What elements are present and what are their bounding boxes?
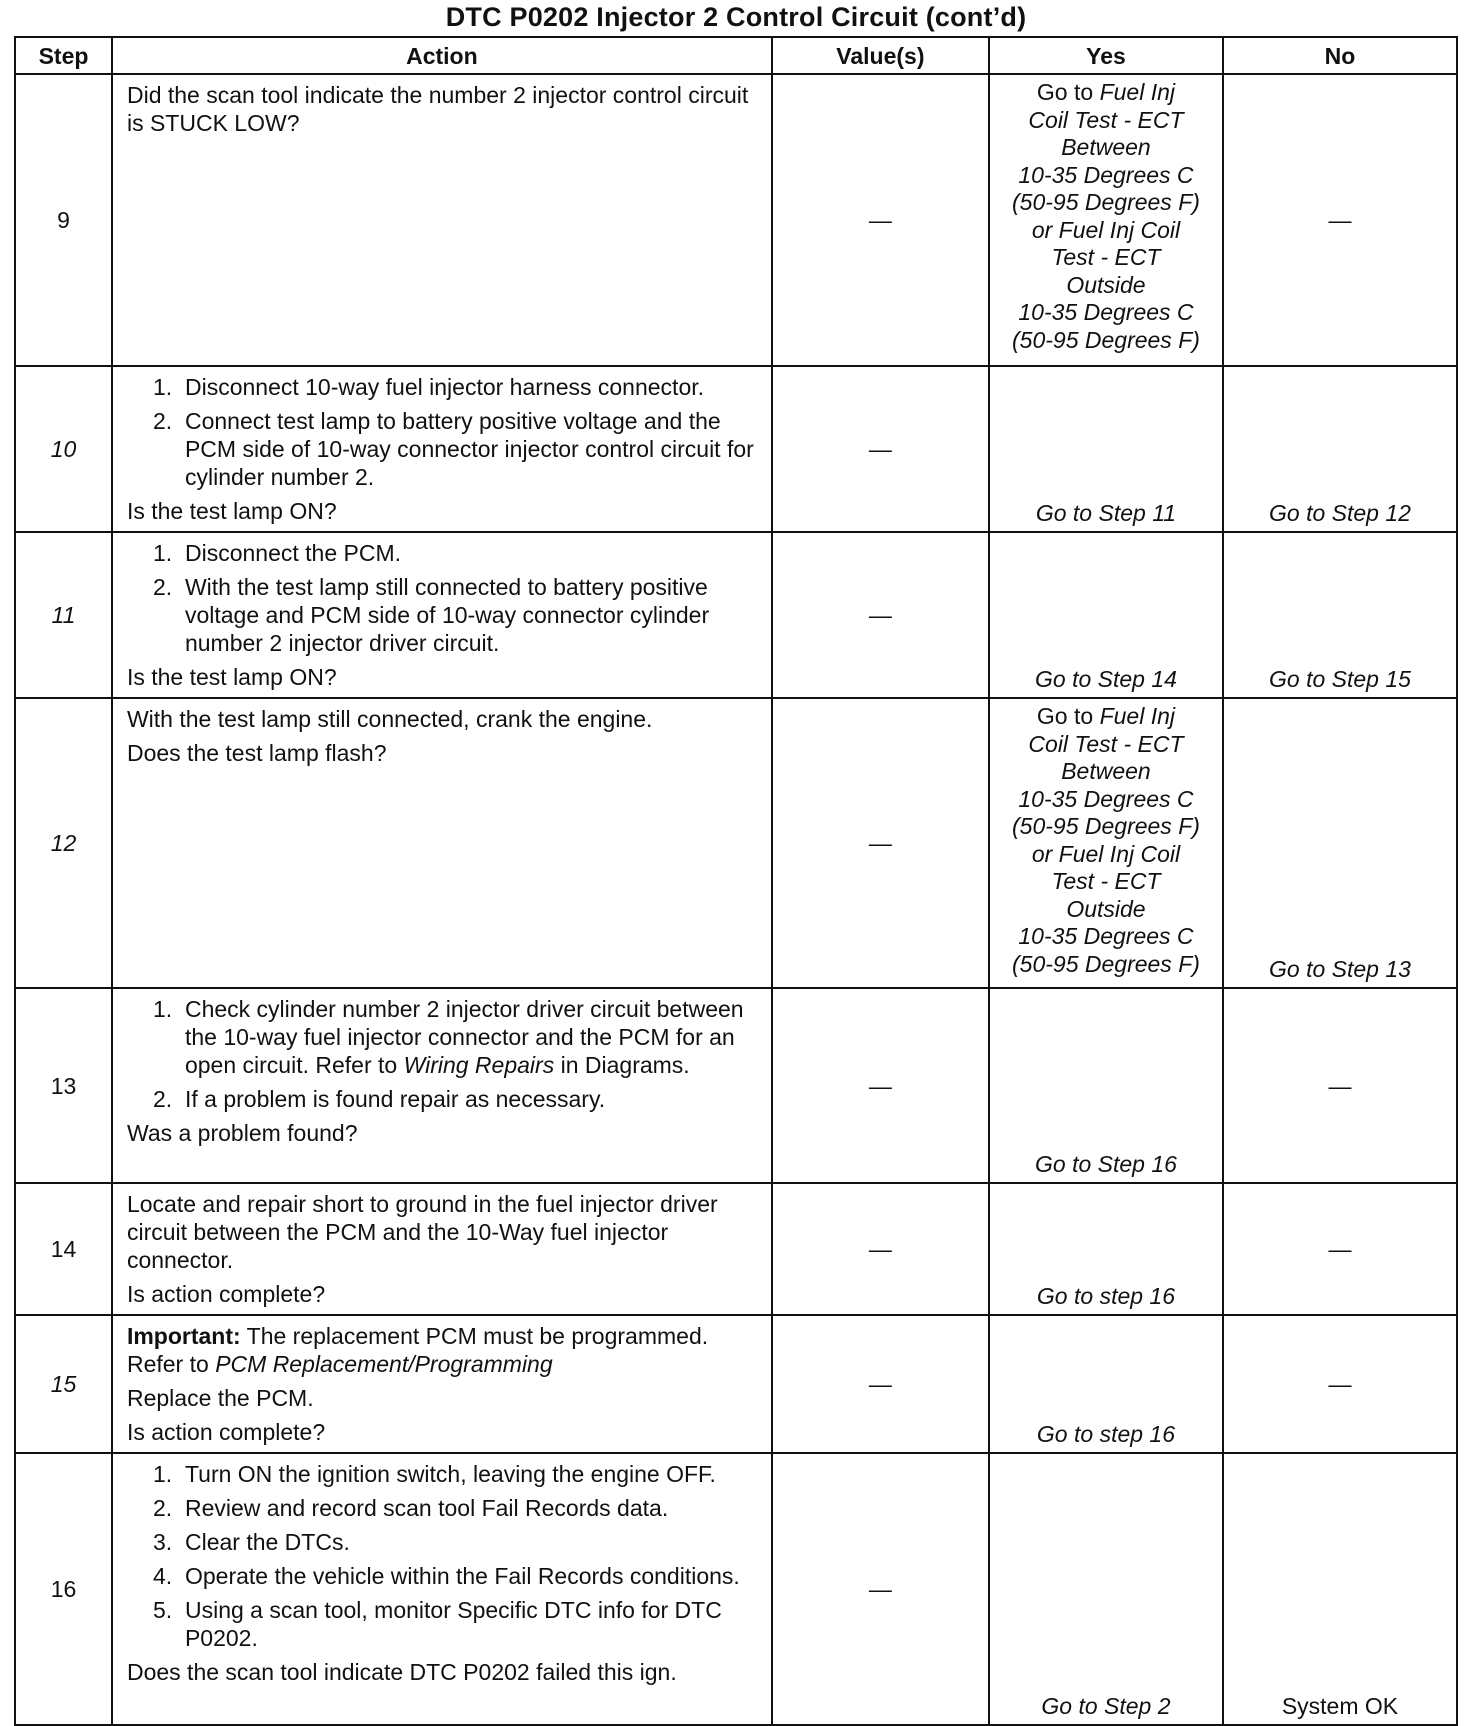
important-text: The replacement PCM must be programmed. Refer to bbox=[126, 1323, 709, 1377]
item-number: 1. bbox=[152, 996, 173, 1022]
list-item bbox=[127, 1528, 759, 1556]
yes-cell: Go to step 16 bbox=[989, 1183, 1223, 1315]
action-question: Does the test lamp flash? bbox=[126, 740, 387, 766]
list-item bbox=[127, 1494, 759, 1522]
action-cell bbox=[112, 532, 772, 698]
item-number: 2. bbox=[152, 1495, 173, 1521]
yes-line: or Fuel Inj Coil bbox=[1031, 216, 1181, 243]
yes-line: Coil Test - ECT bbox=[1028, 106, 1184, 133]
item-text: If a problem is found repair as necessary. bbox=[184, 1086, 606, 1112]
action-text: Locate and repair short to ground in the fuel injector driver circuit between the PCM and the 10-Way fuel injector connector. bbox=[126, 1191, 718, 1273]
yes-line: 10-35 Degrees C bbox=[1018, 785, 1194, 812]
no-cell: System OK bbox=[1223, 1453, 1457, 1725]
item-text: Disconnect 10-way fuel injector harness connector. bbox=[184, 374, 705, 400]
list-item bbox=[127, 573, 759, 657]
yes-line: Between bbox=[1061, 134, 1151, 160]
item-number: 2. bbox=[152, 408, 173, 434]
item-text: Check cylinder number 2 injector driver circuit between the 10-way fuel injector connector and the PCM for an open circuit. Refer to bbox=[184, 996, 744, 1078]
value-cell: — bbox=[772, 366, 989, 532]
item-text: Turn ON the ignition switch, leaving the engine OFF. bbox=[184, 1461, 716, 1487]
action-cell bbox=[112, 698, 772, 988]
table-row-step-15 bbox=[15, 1315, 1457, 1453]
item-number: 1. bbox=[152, 540, 173, 566]
action-steps bbox=[127, 1460, 759, 1652]
list-item bbox=[127, 1562, 759, 1590]
no-cell: Go to Step 15 bbox=[1223, 532, 1457, 698]
yes-cell: Go to Step 14 bbox=[989, 532, 1223, 698]
action-question: Is action complete? bbox=[126, 1281, 326, 1307]
table-row-step-16 bbox=[15, 1453, 1457, 1725]
action-text: Replace the PCM. bbox=[126, 1385, 314, 1411]
yes-cell: Go to Step 2 bbox=[989, 1453, 1223, 1725]
item-text: Using a scan tool, monitor Specific DTC info for DTC P0202. bbox=[184, 1597, 722, 1651]
header-no: No bbox=[1223, 37, 1457, 74]
wiring-repairs-ref: Wiring Repairs bbox=[403, 1052, 555, 1078]
item-text: Disconnect the PCM. bbox=[184, 540, 401, 566]
value-cell: — bbox=[772, 74, 989, 366]
list-item bbox=[127, 539, 759, 567]
yes-line: Test - ECT bbox=[1051, 244, 1161, 270]
header-values: Value(s) bbox=[772, 37, 989, 74]
dtc-table bbox=[14, 36, 1458, 1726]
yes-line: Outside bbox=[1066, 271, 1146, 298]
action-cell bbox=[112, 74, 772, 366]
pcm-programming-ref: PCM Replacement/Programming bbox=[215, 1351, 553, 1377]
fuel-inj-ref: Fuel Inj bbox=[1099, 703, 1176, 729]
header-action: Action bbox=[112, 37, 772, 74]
no-cell: — bbox=[1223, 74, 1457, 366]
value-cell: — bbox=[772, 1453, 989, 1725]
item-number: 1. bbox=[152, 1461, 173, 1487]
page-title: DTC P0202 Injector 2 Control Circuit (cont’d) bbox=[445, 2, 1027, 32]
yes-line: or Fuel Inj Coil bbox=[1031, 840, 1181, 867]
item-text: in Diagrams. bbox=[554, 1052, 690, 1078]
step-number: 13 bbox=[15, 988, 112, 1183]
list-item bbox=[127, 1596, 759, 1652]
no-cell: Go to Step 12 bbox=[1223, 366, 1457, 532]
yes-line: 10-35 Degrees C bbox=[1018, 923, 1194, 949]
yes-cell: Go to Step 11 bbox=[989, 366, 1223, 532]
header-step: Step bbox=[15, 37, 112, 74]
yes-line: Between bbox=[1061, 758, 1151, 784]
yes-cell: Go to step 16 bbox=[989, 1315, 1223, 1453]
table-row-step-12 bbox=[15, 698, 1457, 988]
no-cell: Go to Step 13 bbox=[1223, 698, 1457, 988]
value-cell: — bbox=[772, 988, 989, 1183]
table-row-step-11 bbox=[15, 532, 1457, 698]
yes-cell: Go to Step 16 bbox=[989, 988, 1223, 1183]
fuel-inj-ref: Fuel Inj bbox=[1099, 79, 1176, 105]
yes-line: Outside bbox=[1066, 895, 1146, 922]
step-number: 11 bbox=[15, 532, 112, 698]
table-row-step-14 bbox=[15, 1183, 1457, 1315]
step-number: 12 bbox=[15, 698, 112, 988]
action-steps bbox=[127, 539, 759, 657]
item-number: 2. bbox=[152, 1086, 173, 1112]
action-question: Did the scan tool indicate the number 2 injector control circuit is STUCK LOW? bbox=[126, 82, 749, 136]
action-steps bbox=[127, 373, 759, 491]
list-item bbox=[127, 407, 759, 491]
item-text: With the test lamp still connected to battery positive voltage and PCM side of 10-way connector cylinder number 2 injector driver circuit. bbox=[184, 574, 710, 656]
yes-line bbox=[996, 703, 1216, 731]
table-row-step-10 bbox=[15, 366, 1457, 532]
value-cell: — bbox=[772, 1183, 989, 1315]
action-cell bbox=[112, 1315, 772, 1453]
action-question: Is the test lamp ON? bbox=[126, 664, 337, 690]
step-number: 15 bbox=[15, 1315, 112, 1453]
yes-cell bbox=[989, 698, 1223, 988]
step-number: 9 bbox=[15, 74, 112, 366]
important-label: Important: bbox=[126, 1323, 241, 1349]
step-number: 10 bbox=[15, 366, 112, 532]
action-steps bbox=[127, 995, 759, 1113]
yes-line: (50-95 Degrees F) bbox=[1012, 326, 1200, 353]
yes-line: Test - ECT bbox=[1051, 868, 1161, 894]
item-text: Connect test lamp to battery positive voltage and the PCM side of 10-way connector injector control circuit for cylinder number 2. bbox=[184, 408, 754, 490]
list-item bbox=[127, 373, 759, 401]
yes-line: (50-95 Degrees F) bbox=[1012, 189, 1200, 215]
no-cell: — bbox=[1223, 988, 1457, 1183]
yes-cell bbox=[989, 74, 1223, 366]
action-question: Was a problem found? bbox=[126, 1120, 358, 1146]
action-question: Is action complete? bbox=[126, 1419, 326, 1445]
action-question: Does the scan tool indicate DTC P0202 failed this ign. bbox=[126, 1659, 677, 1685]
list-item bbox=[127, 1085, 759, 1113]
list-item bbox=[127, 1460, 759, 1488]
list-item bbox=[127, 995, 759, 1079]
go-to-text: Go to bbox=[1036, 79, 1100, 105]
step-number: 16 bbox=[15, 1453, 112, 1725]
action-cell bbox=[112, 366, 772, 532]
table-header-row bbox=[15, 37, 1457, 74]
item-number: 4. bbox=[152, 1563, 173, 1589]
yes-line bbox=[996, 79, 1216, 107]
item-number: 1. bbox=[152, 374, 173, 400]
no-cell: — bbox=[1223, 1315, 1457, 1453]
table-row-step-9 bbox=[15, 74, 1457, 366]
item-text: Review and record scan tool Fail Records data. bbox=[184, 1495, 669, 1521]
yes-line: (50-95 Degrees F) bbox=[1012, 950, 1200, 977]
action-cell bbox=[112, 1453, 772, 1725]
action-text: With the test lamp still connected, crank the engine. bbox=[126, 706, 653, 732]
value-cell: — bbox=[772, 698, 989, 988]
header-yes: Yes bbox=[989, 37, 1223, 74]
table-row-step-13 bbox=[15, 988, 1457, 1183]
yes-line: 10-35 Degrees C bbox=[1018, 161, 1194, 188]
action-cell bbox=[112, 988, 772, 1183]
value-cell: — bbox=[772, 1315, 989, 1453]
go-to-text: Go to bbox=[1036, 703, 1100, 729]
action-cell bbox=[112, 1183, 772, 1315]
value-cell: — bbox=[772, 532, 989, 698]
important-note bbox=[127, 1322, 759, 1378]
step-number: 14 bbox=[15, 1183, 112, 1315]
action-question: Is the test lamp ON? bbox=[126, 498, 337, 524]
item-number: 2. bbox=[152, 574, 173, 600]
yes-line: (50-95 Degrees F) bbox=[1012, 813, 1200, 839]
yes-line: Coil Test - ECT bbox=[1028, 730, 1184, 757]
yes-line: 10-35 Degrees C bbox=[1018, 299, 1194, 325]
item-number: 5. bbox=[152, 1597, 173, 1623]
item-text: Operate the vehicle within the Fail Records conditions. bbox=[184, 1563, 740, 1589]
item-text: Clear the DTCs. bbox=[184, 1529, 350, 1555]
no-cell: — bbox=[1223, 1183, 1457, 1315]
item-number: 3. bbox=[152, 1529, 173, 1555]
